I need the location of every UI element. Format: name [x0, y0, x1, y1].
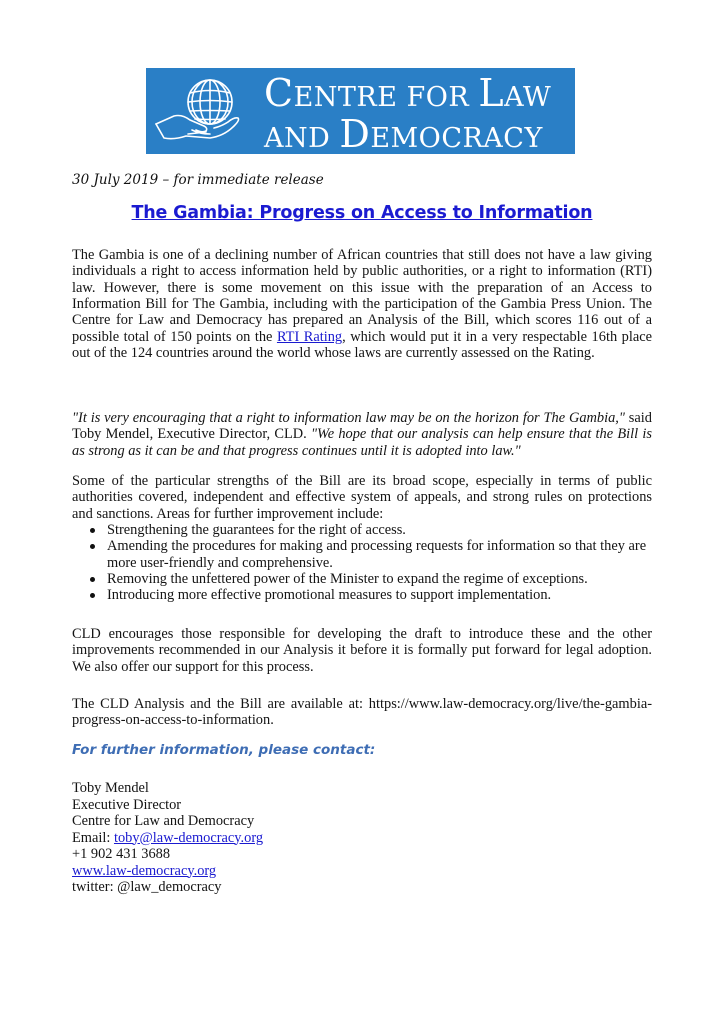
website-link[interactable]: www.law-democracy.org: [72, 862, 217, 879]
list-item-text: Removing the unfettered power of the Minister to expand the regime of exceptions.: [107, 571, 588, 588]
list-item-text: Amending the procedures for making and processing requests for information so that they are more user-friendly and comprehensive.: [107, 538, 647, 571]
bullet-icon: [90, 528, 95, 533]
list-item: [72, 571, 652, 587]
logo-letter: C: [264, 71, 294, 115]
encouragement-paragraph: [72, 626, 652, 675]
quote-text: "It is very encouraging that a right to information law may be on the horizon for The Gambia,": [72, 410, 625, 426]
logo-letter: L: [478, 71, 505, 115]
rti-rating-link[interactable]: RTI Rating: [276, 328, 343, 345]
paragraph-text: The Gambia is one of a declining number of African countries that still does not have a law giving individuals a right to access information held by public authorities, or a right to information (RTI) law. However, there is some movement on this issue with the preparation of an Access to Information Bill for The Gambia, including with the participation of the Gambia Press Union. The Centre for Law and Democracy has prepared an Analysis of the Bill, which scores 116 out of a possible total of 150 points on the: [72, 247, 652, 345]
list-item: [72, 587, 652, 603]
email-label: Email:: [72, 829, 114, 846]
globe-in-hand-icon: [152, 74, 250, 148]
contact-twitter: twitter: @law_democracy: [72, 879, 222, 895]
strengths-paragraph: [72, 473, 652, 522]
quote-attribution: said Toby Mendel, Executive Director, CLD.: [72, 410, 652, 443]
bullet-icon: [90, 577, 95, 582]
paragraph-text: The CLD Analysis and the Bill are available at: https://www.law-democracy.org/live/the-gambia-progress-on-access-to-information.: [72, 696, 652, 729]
quote-paragraph: [72, 410, 652, 459]
contact-email-row: [72, 830, 263, 847]
contact-block: [72, 780, 263, 896]
cld-logo-banner: [146, 68, 575, 154]
paragraph-text: , which would put it in a very respectable 16th place out of the 124 countries around the world whose laws are currently assessed on the Rating.: [72, 328, 652, 362]
press-release-title[interactable]: The Gambia: Progress on Access to Information: [131, 203, 593, 223]
logo-word: AND: [264, 123, 340, 154]
logo-word: ENTRE FOR: [293, 82, 479, 113]
list-item: [72, 522, 652, 538]
logo-word: EMOCRACY: [370, 123, 543, 154]
email-link[interactable]: toby@law-democracy.org: [113, 829, 264, 846]
logo-letter: D: [339, 112, 371, 156]
contact-role: Executive Director: [72, 796, 182, 813]
logo-wordmark: [264, 71, 552, 156]
availability-paragraph: [72, 696, 652, 729]
bullet-icon: [90, 593, 95, 598]
contact-name: Toby Mendel: [72, 780, 149, 796]
paragraph-text: Some of the particular strengths of the Bill are its broad scope, especially in terms of public authorities covered, independent and effective system of appeals, and strong rules on protections and sanctions. Areas for further improvement include:: [72, 473, 652, 522]
intro-paragraph: [72, 247, 652, 361]
contact-organization: Centre for Law and Democracy: [72, 813, 255, 829]
release-dateline: 30 July 2019 – for immediate release: [72, 172, 324, 188]
list-item-text: Strengthening the guarantees for the right of access.: [107, 522, 406, 538]
contact-heading: For further information, please contact:: [72, 742, 376, 758]
paragraph-text: CLD encourages those responsible for developing the draft to introduce these and the other improvements recommended in our Analysis it before it is formally put forward for legal adoption. We also offer our support for this process.: [72, 626, 652, 675]
contact-phone: +1 902 431 3688: [72, 846, 171, 862]
quote-text: "We hope that our analysis can help ensure that the Bill is as strong as it can be and that progress continues until it is adopted into law.": [72, 426, 653, 459]
bullet-icon: [90, 544, 95, 549]
logo-word: AW: [504, 82, 552, 113]
improvement-list: [72, 522, 652, 604]
list-item: [72, 538, 652, 571]
contact-website-row: [72, 863, 263, 880]
list-item-text: Introducing more effective promotional measures to support implementation.: [107, 587, 552, 604]
